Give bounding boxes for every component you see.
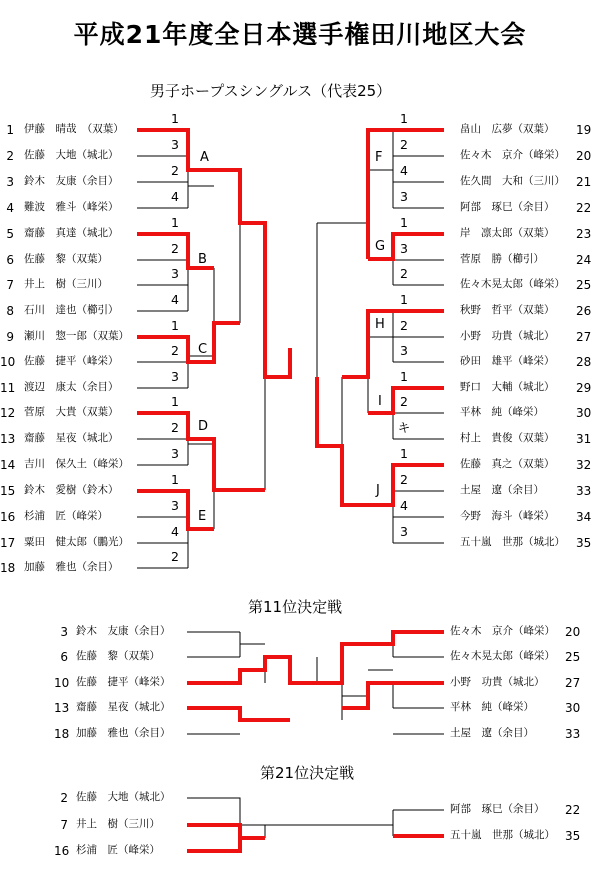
playoff-player-name: 佐藤 捷平（峰栄） <box>76 676 171 688</box>
right-seed-no: 24 <box>576 253 592 267</box>
playoff-player-name: 阿部 琢巳（余目） <box>450 803 545 815</box>
right-seed-no: 23 <box>576 227 592 241</box>
playoff-seed-no: 27 <box>565 676 581 690</box>
right-seed-no: 19 <box>576 123 592 137</box>
playoff-seed-no: 13 <box>54 701 70 715</box>
left-player-name: 佐藤 大地（城北） <box>24 149 119 161</box>
playoff-player-name: 佐藤 黎（双葉） <box>76 650 160 662</box>
group-rank-no: 4 <box>171 292 179 307</box>
group-rank-no: 3 <box>400 343 408 358</box>
group-rank-no: 1 <box>400 369 408 384</box>
playoff-player-name: 鈴木 友康（余目） <box>76 625 171 637</box>
group-rank-no: 4 <box>400 163 408 178</box>
left-seed-no: 17 <box>0 536 16 550</box>
right-player-name: 佐々木晃太郎（峰栄） <box>460 278 565 290</box>
left-player-name: 伊藤 晴哉 （双葉） <box>24 123 124 135</box>
playoff-seed-no: 2 <box>60 791 68 805</box>
playoff-seed-no: 20 <box>565 625 581 639</box>
playoff-player-name: 加藤 雅也（余目） <box>76 727 171 739</box>
group-rank-no: 2 <box>400 137 408 152</box>
right-player-name: 阿部 琢巳（余目） <box>460 201 555 213</box>
winner-line <box>368 388 444 413</box>
left-seed-no: 18 <box>0 561 16 575</box>
group-rank-no: 1 <box>400 446 408 461</box>
left-seed-no: 8 <box>6 304 14 318</box>
left-seed-no: 1 <box>6 123 14 137</box>
right-seed-no: 28 <box>576 355 592 369</box>
right-player-name: 佐々木 京介（峰栄） <box>460 149 565 161</box>
group-rank-no: 3 <box>400 241 408 256</box>
right-player-name: 佐藤 真之（双葉） <box>460 458 555 470</box>
playoff-player-name: 佐々木 京介（峰栄） <box>450 625 555 637</box>
left-seed-no: 15 <box>0 484 16 498</box>
playoff-player-name: 佐藤 大地（城北） <box>76 791 171 803</box>
winner-line <box>317 377 444 505</box>
right-player-name: 土屋 遼（余目） <box>460 484 544 496</box>
left-player-name: 瀬川 惣一郎（双葉） <box>24 330 129 342</box>
group-rank-no: 2 <box>171 343 179 358</box>
left-player-name: 鈴木 愛樹（鈴木） <box>24 484 119 496</box>
left-seed-no: 10 <box>0 355 16 369</box>
group-rank-no: 3 <box>400 524 408 539</box>
right-player-name: 五十嵐 世那（城北） <box>460 536 565 548</box>
playoff21-heading: 第21位決定戦 <box>260 764 355 782</box>
left-player-name: 井上 樹（三川） <box>24 278 108 290</box>
right-player-name: 秋野 哲平（双葉） <box>460 304 555 316</box>
page-title: 平成21年度全日本選手権田川地区大会 <box>73 20 527 49</box>
playoff-player-name: 小野 功貴（城北） <box>450 676 545 688</box>
right-seed-no: 30 <box>576 406 592 420</box>
left-player-name: 吉川 保久土（峰栄） <box>24 458 129 470</box>
playoff-seed-no: 10 <box>54 676 70 690</box>
playoff-player-name: 土屋 遼（余目） <box>450 727 534 739</box>
group-rank-no: 1 <box>171 215 179 230</box>
winner-line <box>137 234 214 268</box>
right-player-name: 平林 純（峰栄） <box>460 406 544 418</box>
left-player-name: 加藤 雅也（余目） <box>24 561 119 573</box>
group-label: H <box>375 317 385 332</box>
winner-line <box>137 491 214 529</box>
group-rank-no: 3 <box>171 266 179 281</box>
group-rank-no: 1 <box>171 394 179 409</box>
right-seed-no: 33 <box>576 484 592 498</box>
group-label: E <box>198 509 207 524</box>
bracket-line <box>187 798 240 825</box>
right-seed-no: 31 <box>576 432 592 446</box>
group-rank-no: 3 <box>171 446 179 461</box>
playoff-seed-no: 35 <box>565 829 581 843</box>
left-player-name: 難波 雅斗（峰栄） <box>24 201 119 213</box>
left-player-name: 石川 達也（櫛引） <box>24 304 119 316</box>
playoff-seed-no: 16 <box>54 844 70 858</box>
winner-line <box>368 234 444 259</box>
group-label: J <box>376 483 380 498</box>
right-player-name: 野口 大輔（城北） <box>460 381 555 393</box>
winner-line <box>187 708 290 720</box>
right-seed-no: 27 <box>576 330 592 344</box>
left-player-name: 佐藤 捷平（峰栄） <box>24 355 119 367</box>
left-player-name: 菅原 大貴（双葉） <box>24 406 119 418</box>
playoff-seed-no: 18 <box>54 727 70 741</box>
left-player-name: 渡辺 康太（余目） <box>24 381 119 393</box>
playoff-seed-no: 3 <box>60 625 68 639</box>
playoff-seed-no: 6 <box>60 650 68 664</box>
right-player-name: 村上 貴俊（双葉） <box>460 432 555 444</box>
group-rank-no: 3 <box>171 498 179 513</box>
left-player-name: 齋藤 星夜（城北） <box>24 432 119 444</box>
right-seed-no: 22 <box>576 201 592 215</box>
playoff-player-name: 井上 樹（三川） <box>76 818 160 830</box>
right-player-name: 菅原 勝（櫛引） <box>460 253 544 265</box>
group-rank-no: 1 <box>400 292 408 307</box>
group-rank-no: 2 <box>171 163 179 178</box>
playoff-player-name: 杉浦 匠（峰栄） <box>76 844 160 856</box>
group-rank-no: 1 <box>171 472 179 487</box>
playoff-seed-no: 7 <box>60 818 68 832</box>
right-player-name: 今野 海斗（峰栄） <box>460 510 555 522</box>
right-player-name: 砂田 雄平（峰栄） <box>460 355 555 367</box>
group-label: B <box>198 252 207 267</box>
left-player-name: 杉浦 匠（峰栄） <box>24 510 108 522</box>
left-player-name: 齋藤 真達（城北） <box>24 227 119 239</box>
playoff-player-name: 佐々木晃太郎（峰栄） <box>450 650 555 662</box>
right-seed-no: 35 <box>576 536 592 550</box>
left-seed-no: 2 <box>6 149 14 163</box>
winner-line <box>368 130 444 259</box>
left-seed-no: 4 <box>6 201 14 215</box>
right-seed-no: 25 <box>576 278 592 292</box>
group-rank-no: 3 <box>171 369 179 384</box>
playoff-seed-no: 30 <box>565 701 581 715</box>
group-rank-no: 1 <box>171 318 179 333</box>
group-rank-no: 2 <box>400 472 408 487</box>
group-rank-no: キ <box>397 420 411 435</box>
group-rank-no: 2 <box>400 266 408 281</box>
playoff-seed-no: 22 <box>565 803 581 817</box>
group-label: F <box>375 150 383 165</box>
left-seed-no: 9 <box>6 330 14 344</box>
group-label: C <box>198 342 208 357</box>
left-seed-no: 11 <box>0 381 16 395</box>
left-seed-no: 7 <box>6 278 14 292</box>
winner-line <box>137 413 265 490</box>
group-rank-no: 3 <box>400 189 408 204</box>
right-seed-no: 26 <box>576 304 592 318</box>
right-seed-no: 34 <box>576 510 592 524</box>
group-rank-no: 1 <box>400 215 408 230</box>
right-player-name: 小野 功貴（城北） <box>460 330 555 342</box>
group-rank-no: 2 <box>400 318 408 333</box>
left-seed-no: 14 <box>0 458 16 472</box>
right-player-name: 畠山 広夢（双葉） <box>460 123 555 135</box>
group-rank-no: 3 <box>171 137 179 152</box>
group-rank-no: 2 <box>171 420 179 435</box>
group-rank-no: 2 <box>171 241 179 256</box>
group-rank-no: 4 <box>400 498 408 513</box>
left-seed-no: 12 <box>0 406 16 420</box>
right-seed-no: 29 <box>576 381 592 395</box>
winner-line <box>137 323 240 362</box>
group-label: I <box>378 394 382 409</box>
winner-line <box>187 838 240 851</box>
playoff-player-name: 五十嵐 世那（城北） <box>450 829 555 841</box>
group-rank-no: 2 <box>400 394 408 409</box>
playoff-player-name: 齋藤 星夜（城北） <box>76 701 171 713</box>
group-rank-no: 4 <box>171 189 179 204</box>
left-seed-no: 5 <box>6 227 14 241</box>
left-seed-no: 16 <box>0 510 16 524</box>
playoff11-heading: 第11位決定戦 <box>248 598 343 616</box>
left-seed-no: 3 <box>6 175 14 189</box>
left-seed-no: 6 <box>6 253 14 267</box>
main-heading: 男子ホープスシングルス（代表25） <box>150 82 392 100</box>
group-label: D <box>198 419 209 434</box>
right-player-name: 岸 凛太郎（双葉） <box>460 227 555 239</box>
group-rank-no: 1 <box>400 111 408 126</box>
right-seed-no: 21 <box>576 175 592 189</box>
left-player-name: 佐藤 黎（双葉） <box>24 253 108 265</box>
playoff-seed-no: 33 <box>565 727 581 741</box>
playoff-player-name: 平林 純（峰栄） <box>450 701 534 713</box>
left-player-name: 鈴木 友康（余目） <box>24 175 119 187</box>
playoff-seed-no: 25 <box>565 650 581 664</box>
right-player-name: 佐久間 大和（三川） <box>460 175 565 187</box>
group-label: G <box>375 239 386 254</box>
winner-line <box>187 825 265 838</box>
winner-line <box>187 657 317 683</box>
group-label: A <box>200 150 209 165</box>
group-rank-no: 4 <box>171 524 179 539</box>
right-seed-no: 32 <box>576 458 592 472</box>
right-seed-no: 20 <box>576 149 592 163</box>
left-player-name: 粟田 健太郎（鵬光） <box>24 536 129 548</box>
left-seed-no: 13 <box>0 432 16 446</box>
group-rank-no: 1 <box>171 111 179 126</box>
group-rank-no: 2 <box>171 549 179 564</box>
